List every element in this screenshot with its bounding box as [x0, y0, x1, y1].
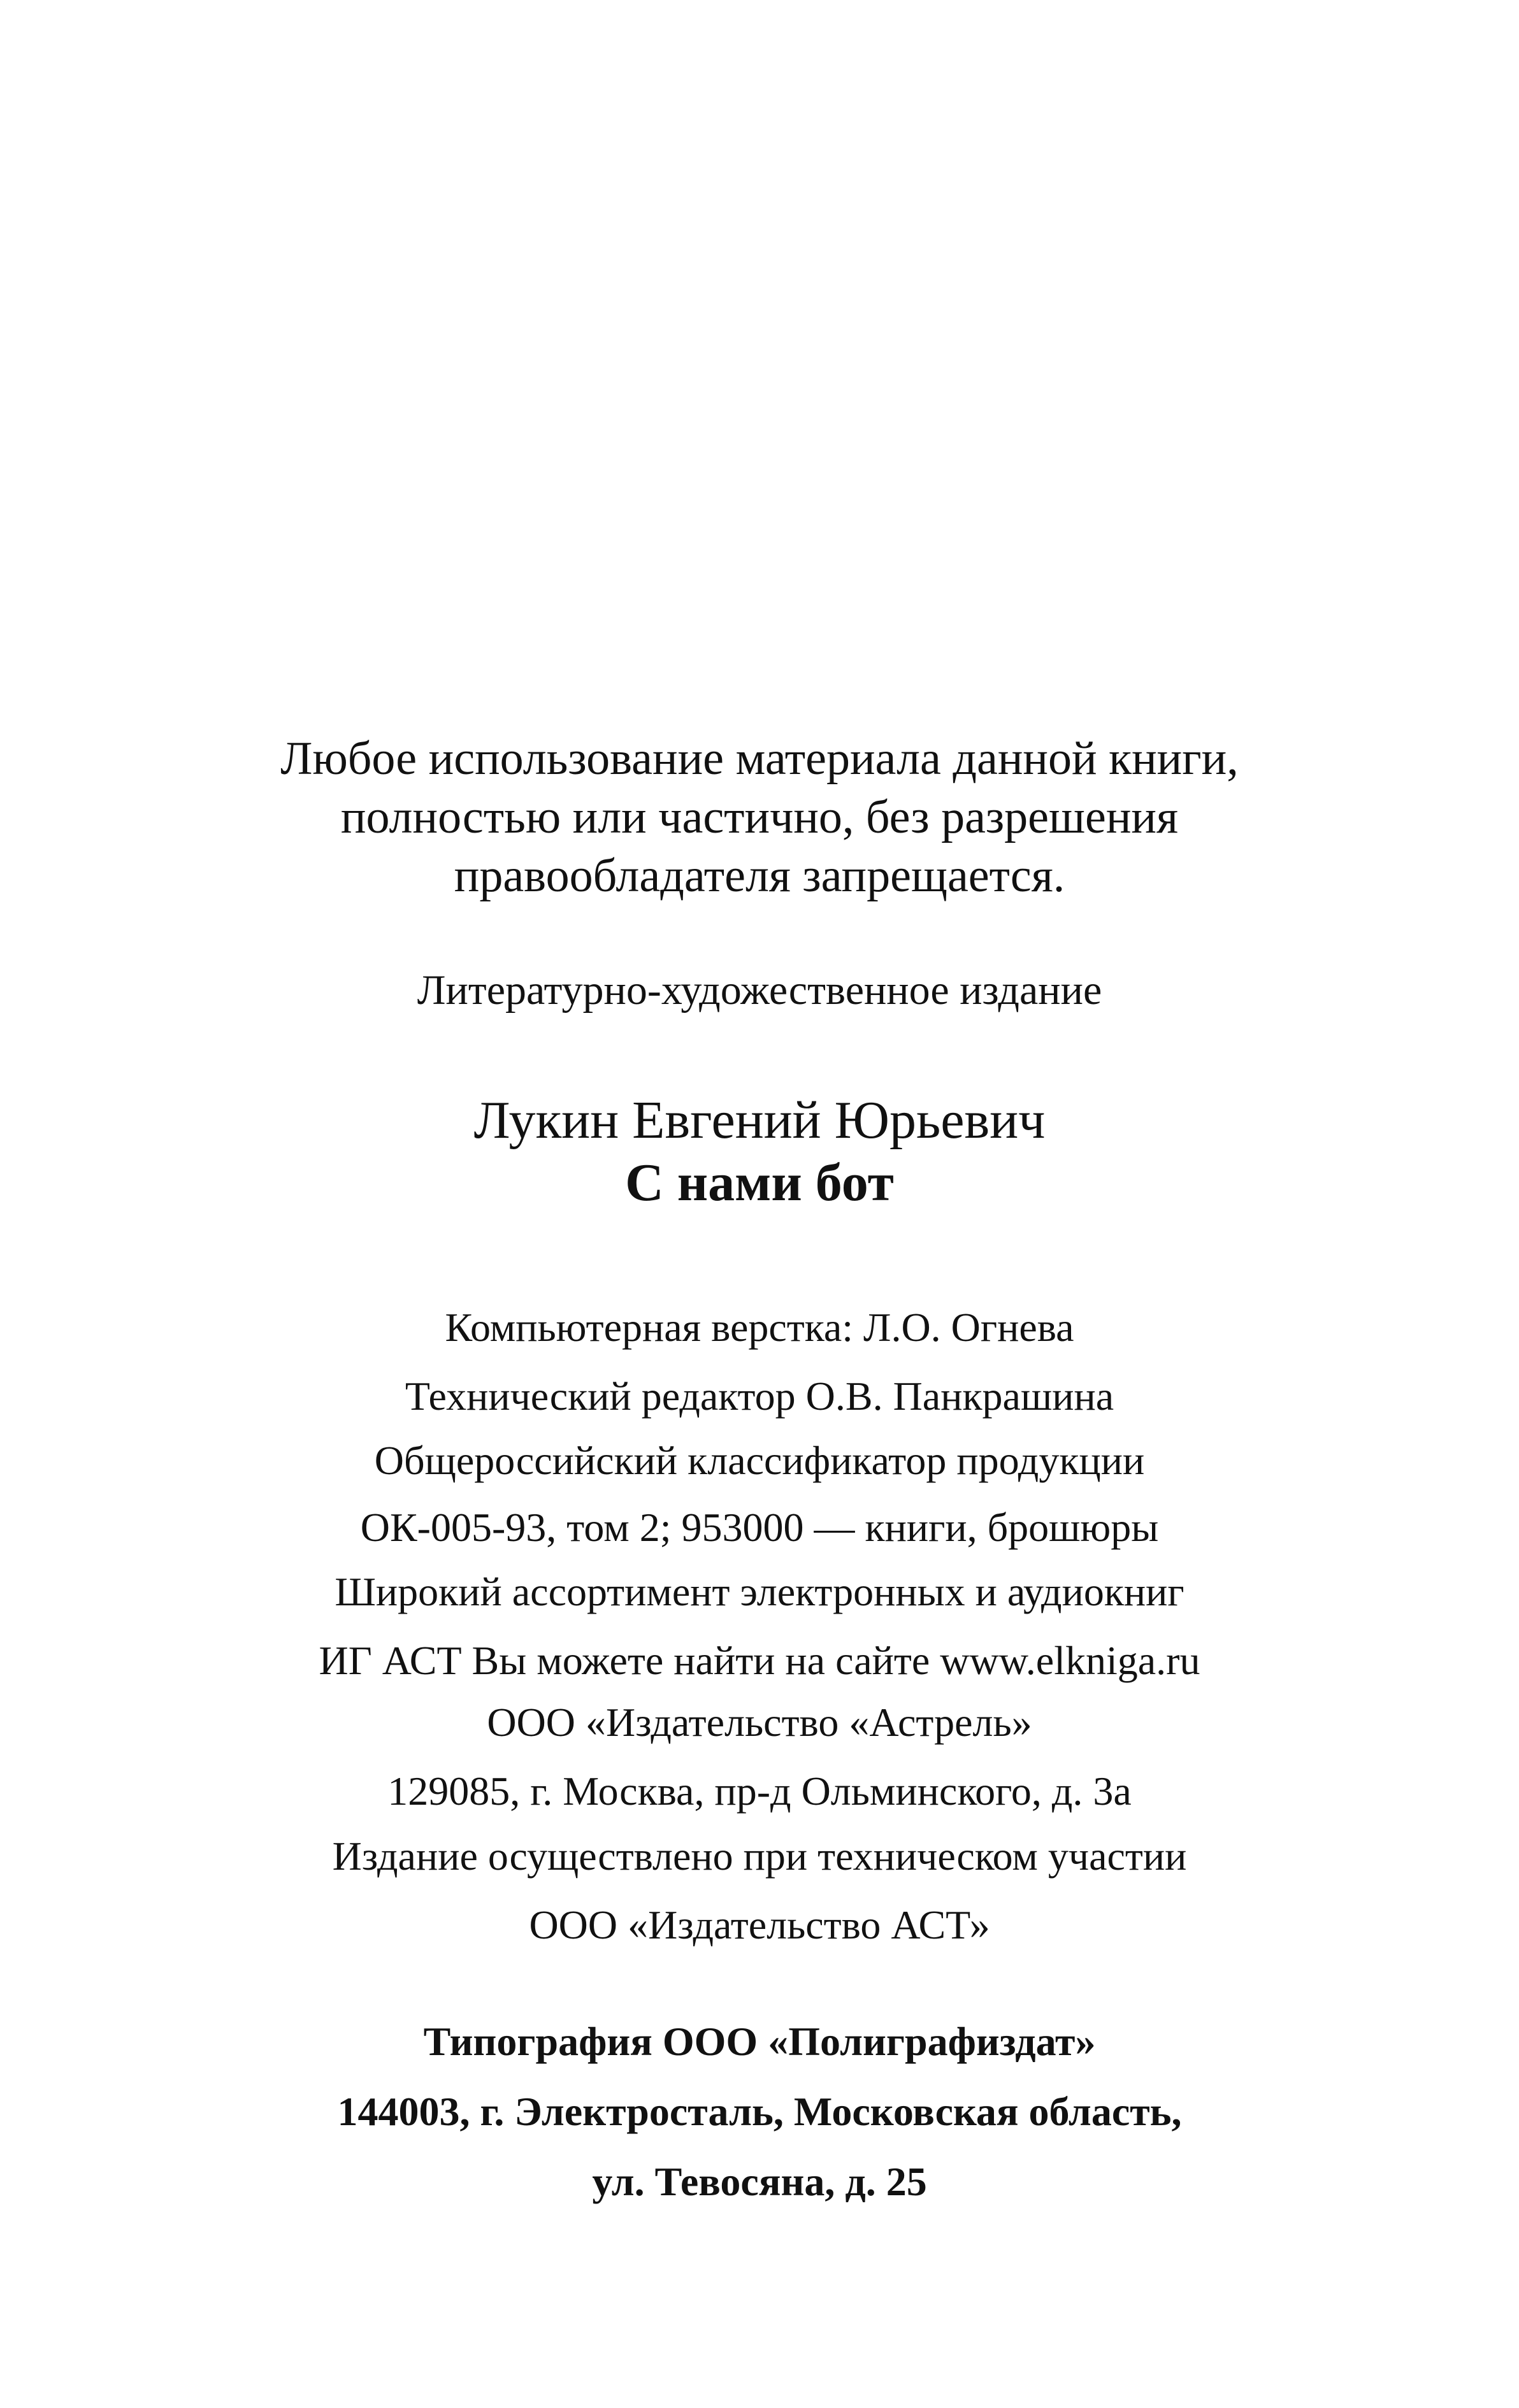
printer-line: Типография ООО «Полиграфиздат»	[423, 2019, 1096, 2064]
classifier-line: ОК-005-93, том 2; 953000 — книги, брошюры	[360, 1505, 1159, 1550]
technical-participation-line: Издание осуществлено при техническом участии	[332, 1833, 1187, 1879]
printer-line: ул. Тевосяна, д. 25	[592, 2159, 927, 2204]
credit-line: Технический редактор О.В. Панкрашина	[405, 1373, 1114, 1419]
author-text: Лукин Евгений Юрьевич	[473, 1091, 1046, 1150]
credits-block	[0, 1293, 1519, 1431]
technical-participation-block	[0, 1822, 1519, 1960]
technical-participation-line: ООО «Издательство АСТ»	[529, 1902, 990, 1947]
copyright-line: полностью или частично, без разрешения	[340, 791, 1179, 843]
publisher-line: 129085, г. Москва, пр-д Ольминского, д. 3а	[387, 1768, 1132, 1814]
copyright-line: Любое использование материала данной книги,	[280, 733, 1239, 785]
publisher-line: ООО «Издательство «Астрель»	[487, 1700, 1032, 1745]
copyright-notice	[0, 729, 1519, 905]
ebooks-line: ИГ АСТ Вы можете найти на сайте www.elkniga.ru	[319, 1638, 1200, 1683]
author-name	[0, 1089, 1519, 1152]
genre-text: Литературно-художественное издание	[417, 967, 1102, 1014]
printer-line: 144003, г. Электросталь, Московская область,	[337, 2089, 1182, 2134]
copyright-line: правообладателя запрещается.	[454, 850, 1065, 902]
book-title	[0, 1152, 1519, 1214]
ebooks-block	[0, 1558, 1519, 1695]
printer-block	[0, 2007, 1519, 2217]
publisher-block	[0, 1688, 1519, 1826]
genre-label	[0, 965, 1519, 1016]
classifier-line: Общероссийский классификатор продукции	[374, 1438, 1145, 1483]
credit-line: Компьютерная верстка: Л.О. Огнева	[445, 1305, 1074, 1350]
classifier-block	[0, 1427, 1519, 1561]
ebooks-line: Широкий ассортимент электронных и аудиокниг	[335, 1569, 1184, 1614]
title-text: С нами бот	[625, 1153, 894, 1212]
